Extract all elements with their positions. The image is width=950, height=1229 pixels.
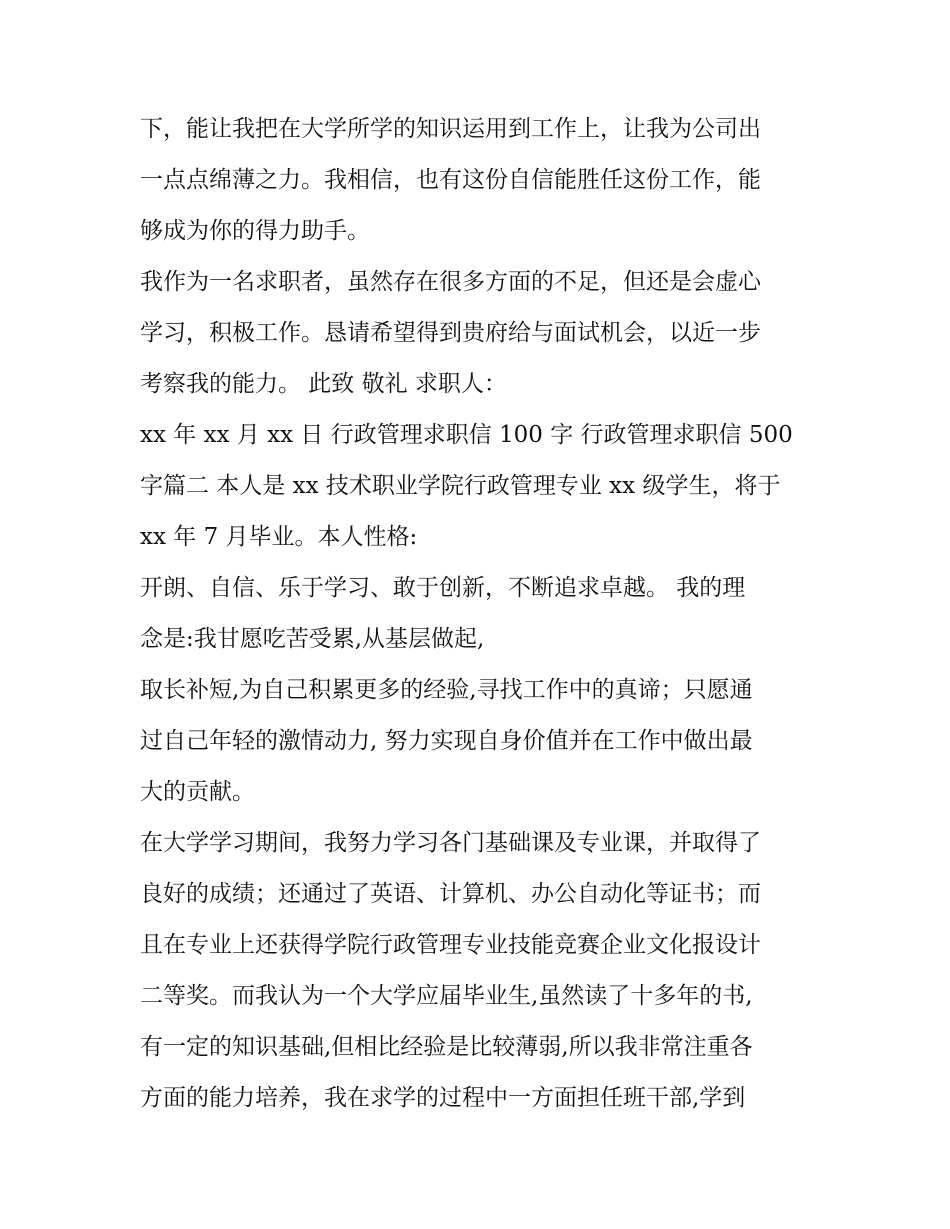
text-line: 我作为一名求职者，虽然存在很多方面的不足，但还是会虚心	[140, 269, 761, 295]
text-line: 字篇二 本人是 xx 技术职业学院行政管理专业 xx 级学生，将于	[140, 473, 781, 499]
text-line: 念是:我甘愿吃苦受累,从基层做起,	[140, 626, 485, 652]
text-line: 方面的能力培养，我在求学的过程中一方面担任班干部,学到	[140, 1085, 746, 1111]
text-line: 开朗、自信、乐于学习、敢于创新，不断追求卓越。 我的理	[140, 575, 746, 601]
text-line: 良好的成绩；还通过了英语、计算机、办公自动化等证书；而	[140, 881, 761, 907]
text-line: 有一定的知识基础,但相比经验是比较薄弱,所以我非常注重各	[140, 1034, 753, 1060]
text-line: 下，能让我把在大学所学的知识运用到工作上，让我为公司出	[140, 116, 761, 142]
text-line: 二等奖。而我认为一个大学应届毕业生,虽然读了十多年的书,	[140, 983, 753, 1009]
text-line: xx 年 xx 月 xx 日 行政管理求职信 100 字 行政管理求职信 500	[140, 422, 793, 448]
text-line: 过自己年轻的激情动力, 努力实现自身价值并在工作中做出最	[140, 728, 753, 754]
text-line: 大的贡献。	[140, 779, 255, 805]
text-line: 在大学学习期间，我努力学习各门基础课及专业课，并取得了	[140, 830, 761, 856]
text-line: 考察我的能力。 此致 敬礼 求职人：	[140, 371, 507, 397]
text-line: 够成为你的得力助手。	[140, 218, 370, 244]
text-line: 且在专业上还获得学院行政管理专业技能竞赛企业文化报设计	[140, 932, 761, 958]
text-line: 取长补短,为自己积累更多的经验,寻找工作中的真谛；只愿通	[140, 677, 753, 703]
text-line: xx 年 7 月毕业。本人性格:	[140, 524, 418, 550]
body-text	[140, 104, 830, 1124]
text-line: 学习，积极工作。恳请希望得到贵府给与面试机会，以近一步	[140, 320, 761, 346]
text-line: 一点点绵薄之力。我相信，也有这份自信能胜任这份工作，能	[140, 167, 761, 193]
